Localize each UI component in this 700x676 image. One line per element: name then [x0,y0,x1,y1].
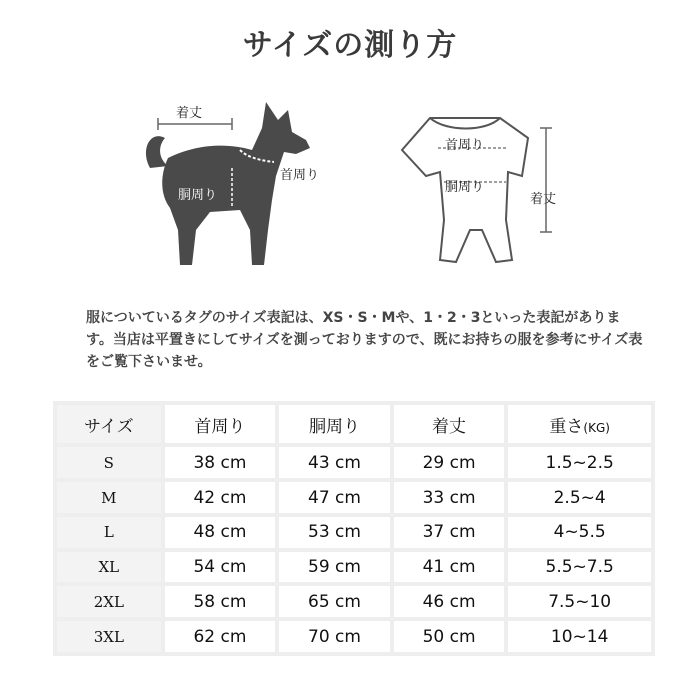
cell-neck: 58 cm [165,586,276,617]
cell-chest: 47 cm [279,482,390,513]
cell-weight: 5.5~7.5 [508,552,651,583]
table-header-row [57,405,651,443]
cell-size: 3XL [57,621,161,652]
size-note: 服についているタグのサイズ表記は、XS・S・Mや、1・2・3といった表記があります。当店は平置きにしてサイズを測っておりますので、既にお持ちの服を参考にサイズ表をご覧下さいませ。 [86,310,643,370]
cell-chest: 59 cm [279,552,390,583]
cell-length: 41 cm [394,552,505,583]
cell-length: 37 cm [394,517,505,548]
garment-chest-label: 胴周り [445,180,485,195]
cell-weight: 2.5~4 [508,482,651,513]
cell-size: M [57,482,161,513]
header-chest: 胴周り [279,405,390,443]
cell-size: L [57,517,161,548]
cell-length: 46 cm [394,586,505,617]
measurement-diagrams [0,80,700,290]
cell-chest: 43 cm [279,447,390,478]
header-weight-label: 重さ [549,416,584,437]
table-row [57,621,651,652]
header-weight [508,405,651,443]
cell-size: 2XL [57,586,161,617]
header-neck: 首周り [165,405,276,443]
cell-weight: 10~14 [508,621,651,652]
cell-chest: 65 cm [279,586,390,617]
header-length: 着丈 [394,405,505,443]
cell-length: 29 cm [394,447,505,478]
dog-chest-label: 胴周り [178,188,218,203]
page-title: サイズの測り方 [242,28,458,63]
cell-length: 33 cm [394,482,505,513]
header-weight-unit: (KG) [583,420,610,435]
cell-size: S [57,447,161,478]
cell-neck: 42 cm [165,482,276,513]
cell-neck: 54 cm [165,552,276,583]
cell-length: 50 cm [394,621,505,652]
cell-neck: 62 cm [165,621,276,652]
cell-neck: 38 cm [165,447,276,478]
cell-weight: 1.5~2.5 [508,447,651,478]
garment-neck-label: 首周り [445,138,485,153]
cell-neck: 48 cm [165,517,276,548]
table-row [57,552,651,583]
cell-chest: 70 cm [279,621,390,652]
table-row [57,517,651,548]
dog-illustration [146,102,310,265]
cell-chest: 53 cm [279,517,390,548]
table-row [57,447,651,478]
cell-weight: 4~5.5 [508,517,651,548]
header-size: サイズ [57,405,161,443]
size-table [53,401,655,656]
cell-size: XL [57,552,161,583]
dog-neck-label: 首周り [280,168,320,183]
garment-length-arrow [540,128,552,232]
cell-weight: 7.5~10 [508,586,651,617]
table-row [57,482,651,513]
table-row [57,586,651,617]
dog-length-label: 着丈 [176,106,203,121]
garment-length-label: 着丈 [530,192,557,207]
